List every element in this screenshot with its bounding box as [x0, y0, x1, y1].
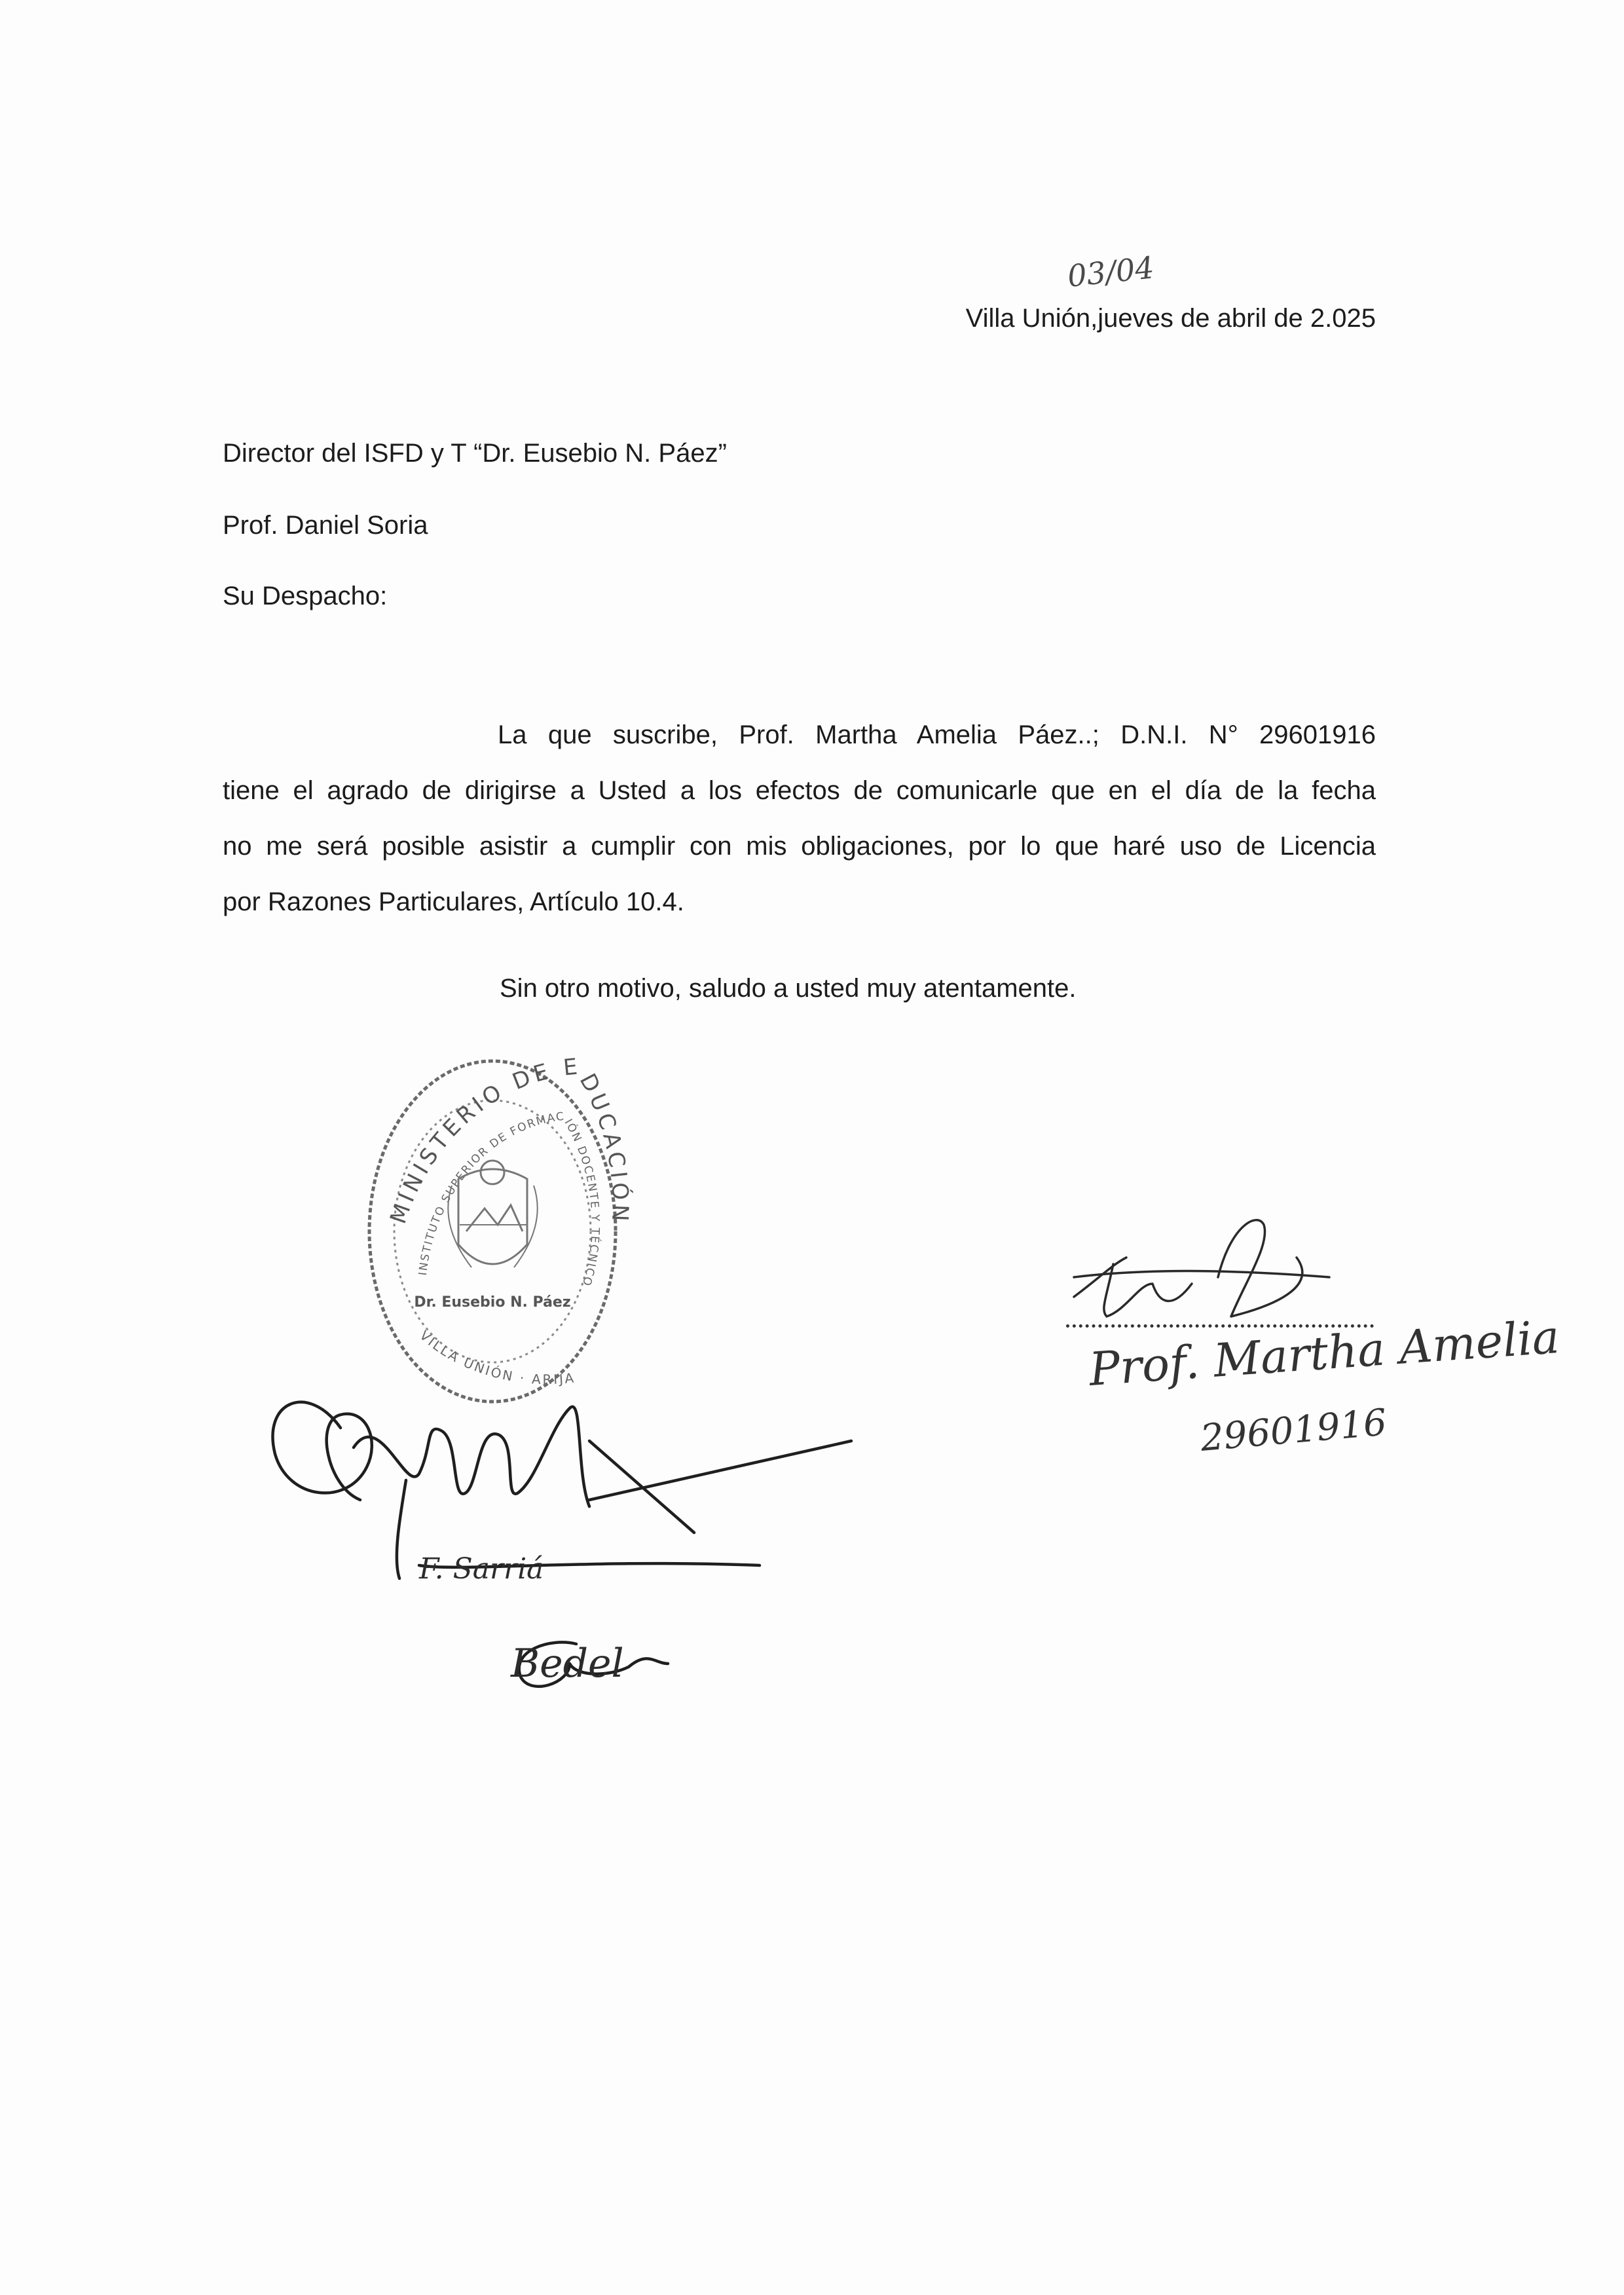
closing-salutation: Sin otro motivo, saludo a usted muy atentamente. — [500, 974, 1077, 1003]
svg-text:29601916: 29601916 — [1198, 1401, 1389, 1460]
addressee-line-1: Director del ISFD y T “Dr. Eusebio N. Páez” — [223, 439, 727, 468]
svg-text:VILLA UNIÓN · ARIJA: VILLA UNIÓN · ARIJA — [416, 1327, 577, 1388]
body-line: no me será posible asistir a cumplir con mis obligaciones, por lo que haré uso de Licencia — [223, 832, 1376, 861]
body-line: tiene el agrado de dirigirse a Usted a los efectos de comunicarle que en el día de la fecha — [223, 776, 1376, 805]
svg-text:Prof. Martha Amelia: Prof. Martha Amelia — [1087, 1309, 1561, 1396]
svg-text:Dr. Eusebio N. Páez: Dr. Eusebio N. Páez — [414, 1294, 571, 1311]
handwritten-date: 03/04 — [1065, 250, 1156, 294]
addressee-line-2: Prof. Daniel Soria — [223, 511, 428, 540]
svg-text:F. Sarriá: F. Sarriá — [419, 1552, 544, 1586]
svg-text:Bedel: Bedel — [511, 1641, 624, 1687]
body-line: por Razones Particulares, Artículo 10.4. — [223, 887, 684, 916]
body-line: La que suscribe, Prof. Martha Amelia Páez..; D.N.I. N° 29601916 — [498, 720, 1376, 749]
addressee-line-3: Su Despacho: — [223, 582, 388, 610]
svg-text:MINISTERIO DE EDUCACIÓN: MINISTERIO DE EDUCACIÓN — [384, 1053, 634, 1227]
place-and-date: Villa Unión,jueves de abril de 2.025 — [965, 304, 1376, 333]
svg-text:INSTITUTO SUPERIOR DE FORMACIÓ: INSTITUTO SUPERIOR DE FORMACIÓN DOCENTE Y TÉCNICO — [416, 1110, 602, 1289]
